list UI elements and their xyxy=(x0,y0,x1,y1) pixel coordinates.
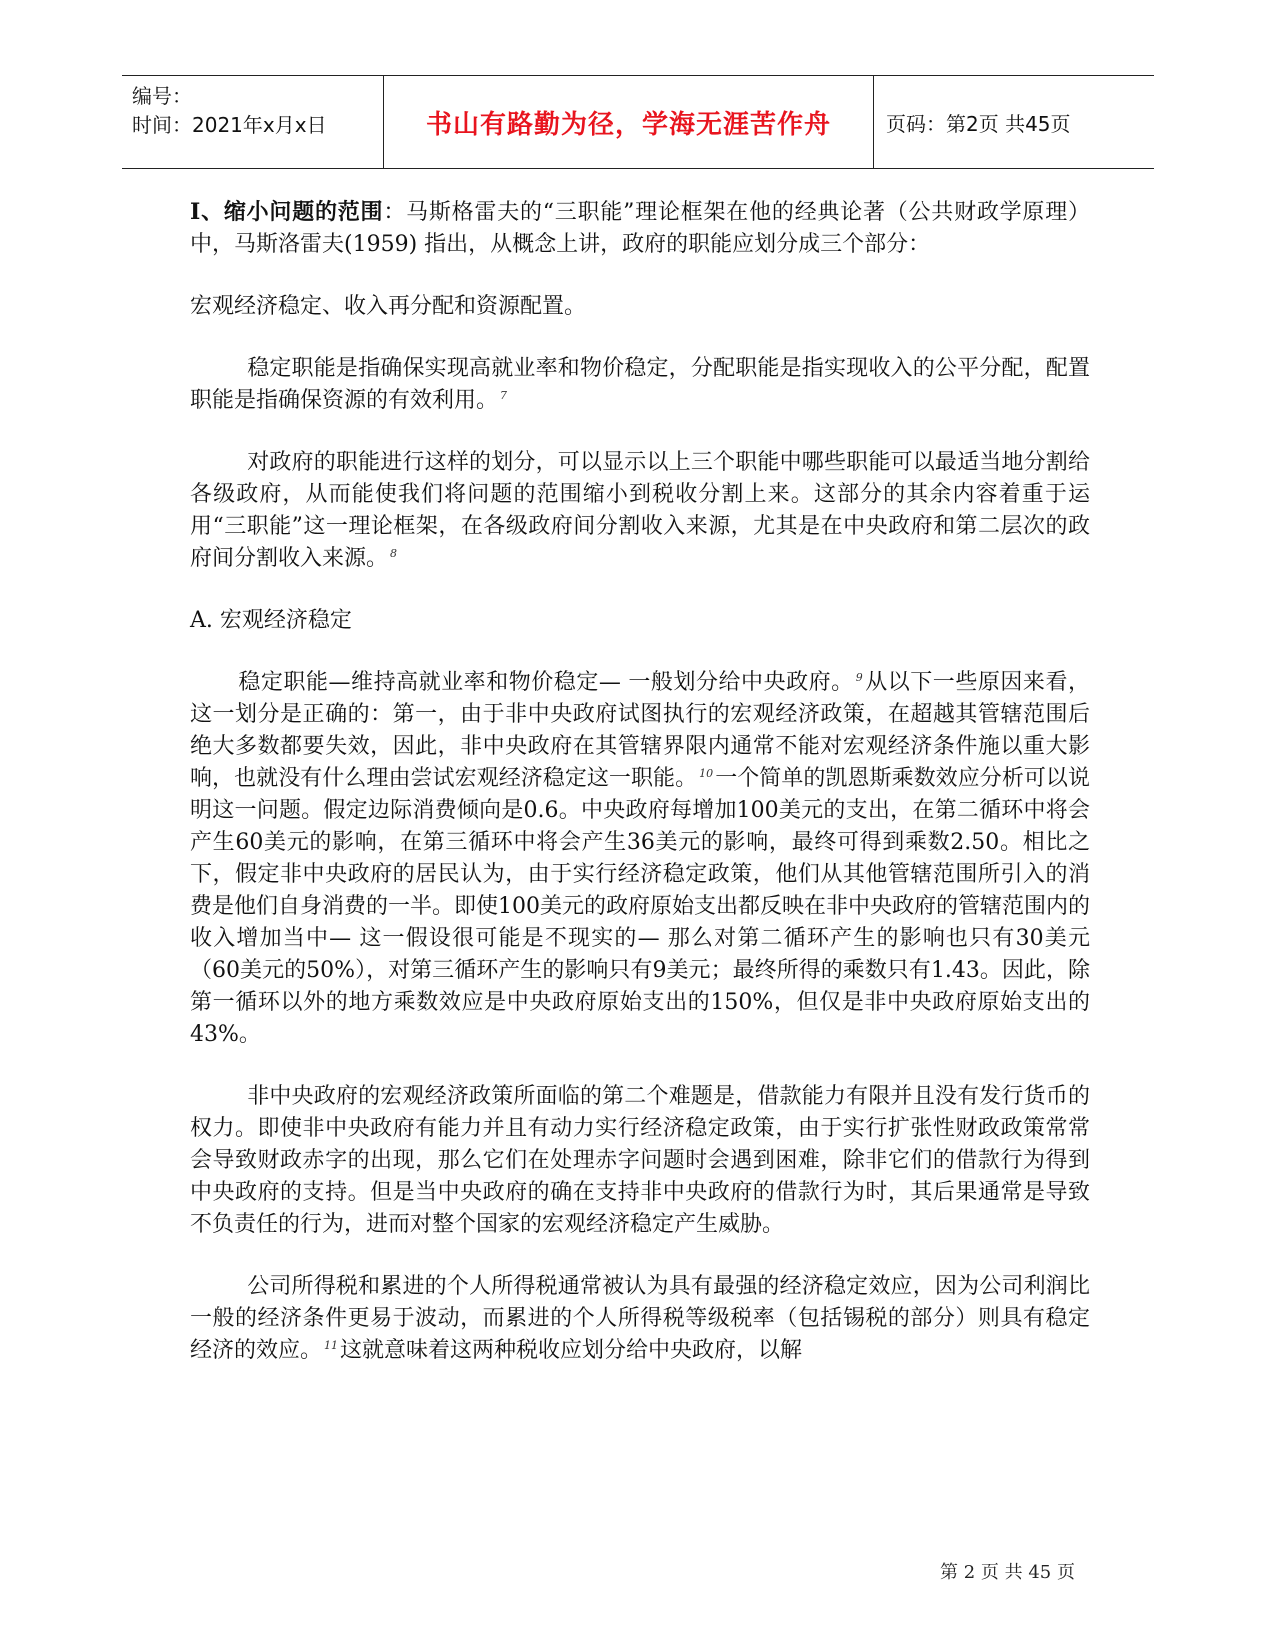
footnote-ref-10: 10 xyxy=(699,766,714,780)
division-paragraph xyxy=(190,447,1090,575)
header-meta xyxy=(122,76,384,168)
section-1-text: ：马斯格雷夫的“三职能”理论框架在他的经典论著（公共财政学原理）中，马斯洛雷夫(1959) 指出，从概念上讲，政府的职能应划分成三个部分： xyxy=(190,200,1090,257)
footnote-ref-9: 9 xyxy=(855,670,863,684)
section-1-heading: Ⅰ、缩小问题的范围 xyxy=(190,199,384,225)
section-1-paragraph xyxy=(190,196,1090,261)
stabilization-paragraph xyxy=(190,667,1090,1051)
tax-text-1: 公司所得税和累进的个人所得税通常被认为具有最强的经济稳定效应，因为公司利润比一般的经济条件更易于波动，而累进的个人所得税等级税率（包括锡税的部分）则具有稳定经济的效应。 xyxy=(190,1274,1090,1363)
header-motto: 书山有路勤为径，学海无涯苦作舟 xyxy=(384,76,874,168)
three-functions-list: 宏观经济稳定、收入再分配和资源配置。 xyxy=(190,294,587,319)
footnote-ref-7: 7 xyxy=(500,388,508,402)
borrowing-paragraph: 非中央政府的宏观经济政策所面临的第二个难题是，借款能力有限并且没有发行货币的权力。即使非中央政府有能力并且有动力实行经济稳定政策，由于实行扩张性财政政策常常会导致财政赤字的出现，那么它们在处理赤字问题时会遇到困难，除非它们的借款行为得到中央政府的支持。但是当中央政府的确在支持非中央政府的借款行为时，其后果通常是导致不负责任的行为，进而对整个国家的宏观经济稳定产生威胁。 xyxy=(190,1084,1090,1237)
tax-paragraph xyxy=(190,1271,1090,1367)
footnote-ref-11: 11 xyxy=(324,1338,339,1352)
stabilization-text-1: 稳定职能—维持高就业率和物价稳定— 一般划分给中央政府。 xyxy=(238,670,854,695)
stabilization-text-3: 一个简单的凯恩斯乘数效应分析可以说明这一问题。假定边际消费倾向是0.6。中央政府每增加100美元的支出，在第二循环中将会产生60美元的影响，在第三循环中将会产生36美元的影响，最终可得到乘数2.50。相比之下，假定非中央政府的居民认为，由于实行经济稳定政策，他们从其他管辖范围所引入的消费是他们自身消费的一半。即使100美元的政府原始支出都反映在非中央政府的管辖范围内的收入增加当中— 这一假设很可能是不现实的— 那么对第二循环产生的影响也只有30美元（60美元的50%），对第三循环产生的影响只有9美元；最终所得的乘数只有1.43。因此，除第一循环以外的地方乘数效应是中央政府原始支出的150%，但仅是非中央政府原始支出的43%。 xyxy=(190,766,1090,1047)
document-body xyxy=(190,196,1090,1397)
tax-text-2: 这就意味着这两种税收应划分给中央政府，以解 xyxy=(340,1338,803,1363)
header-page-label: 页码：第2页 共45页 xyxy=(886,111,1071,136)
document-header xyxy=(122,75,1154,169)
functions-definition-text: 稳定职能是指确保实现高就业率和物价稳定，分配职能是指实现收入的公平分配，配置职能是指确保资源的有效利用。 xyxy=(190,356,1090,413)
division-text: 对政府的职能进行这样的划分，可以显示以上三个职能中哪些职能可以最适当地分割给各级政府，从而能使我们将问题的范围缩小到税收分割上来。这部分的其余内容着重于运用“三职能”这一理论框架，在各级政府间分割收入来源，尤其是在中央政府和第二层次的政府间分割收入来源。 xyxy=(190,450,1090,571)
header-time-label: 时间：2021年x月x日 xyxy=(132,113,327,137)
header-number-label: 编号： xyxy=(132,84,192,108)
page-footer: 第 2 页 共 45 页 xyxy=(940,1562,1075,1583)
stabilization-text-2: 从以下一些原因来看，这一划分是正确的：第一，由于非中央政府试图执行的宏观经济政策，在超越其管辖范围后绝大多数都要失效，因此，非中央政府在其管辖界限内通常不能对宏观经济条件施以重大影响，也就没有什么理由尝试宏观经济稳定这一职能。 xyxy=(190,670,1090,791)
subheading-a: A. 宏观经济稳定 xyxy=(190,608,352,633)
functions-definition-paragraph xyxy=(190,353,1090,417)
footnote-ref-8: 8 xyxy=(390,546,398,560)
